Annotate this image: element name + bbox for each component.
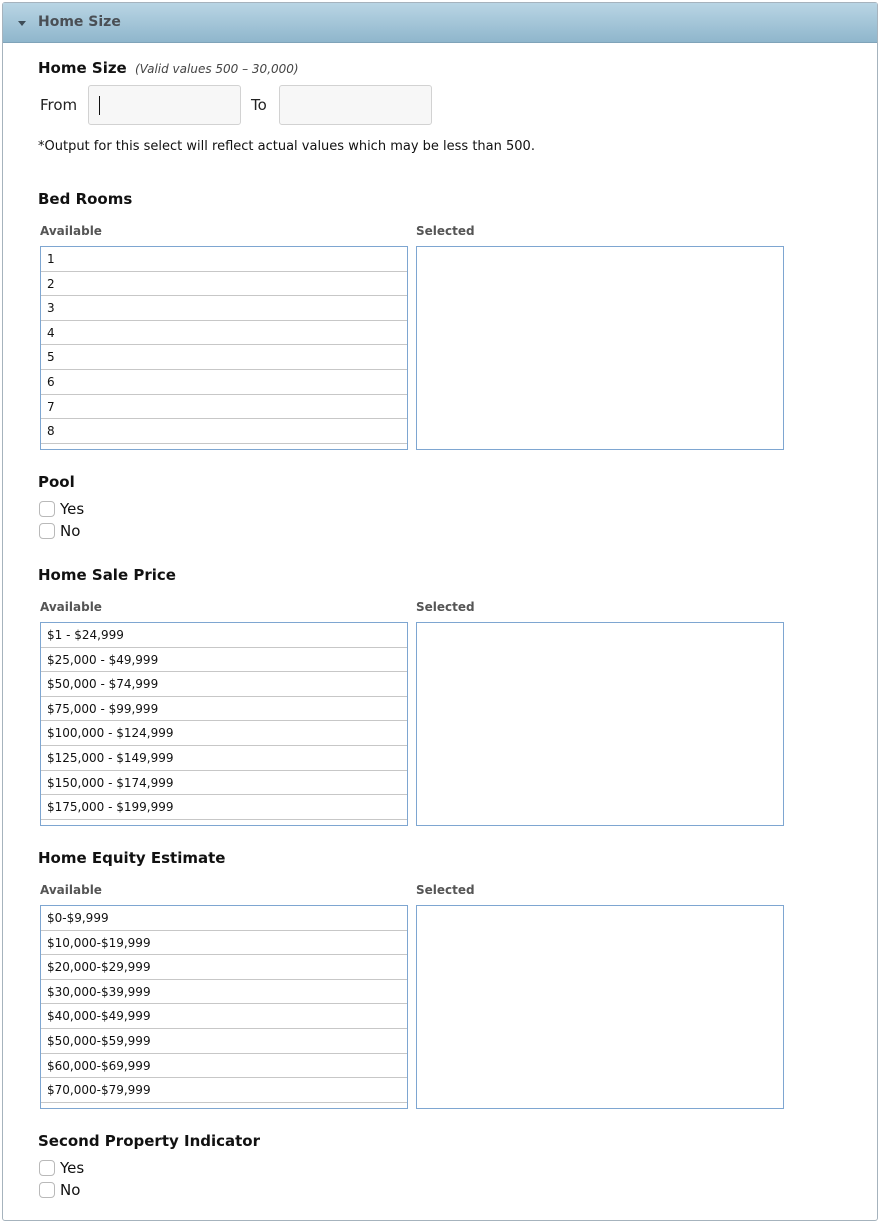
pool-no-checkbox[interactable] (39, 523, 55, 539)
bed-rooms-title: Bed Rooms (38, 190, 133, 208)
list-item[interactable]: $100,000 - $124,999 (41, 721, 407, 746)
bed-rooms-available-list[interactable] (40, 246, 408, 450)
bed-rooms-available-label: Available (40, 224, 102, 238)
pool-yes-option[interactable] (39, 500, 84, 518)
list-item[interactable]: 7 (41, 395, 407, 420)
panel-header[interactable] (3, 3, 877, 43)
bed-rooms-selected-label: Selected (416, 224, 475, 238)
list-item[interactable]: $0-$9,999 (41, 906, 407, 931)
equity-selected-label: Selected (416, 883, 475, 897)
home-size-to-input[interactable] (279, 85, 432, 125)
list-item[interactable]: $10,000-$19,999 (41, 931, 407, 956)
home-equity-title: Home Equity Estimate (38, 849, 226, 867)
list-item[interactable]: 3 (41, 296, 407, 321)
list-item[interactable]: $40,000-$49,999 (41, 1004, 407, 1029)
list-item[interactable]: $1 - $24,999 (41, 623, 407, 648)
second-property-yes-label[interactable]: Yes (60, 1159, 85, 1177)
list-item-partial[interactable] (41, 820, 407, 826)
to-label: To (251, 96, 267, 114)
list-item[interactable]: 5 (41, 345, 407, 370)
pool-title: Pool (38, 473, 75, 491)
pool-yes-label[interactable]: Yes (60, 500, 85, 518)
list-item-partial[interactable] (41, 1103, 407, 1109)
text-cursor (99, 96, 100, 115)
list-item[interactable]: $70,000-$79,999 (41, 1078, 407, 1103)
list-item[interactable]: $175,000 - $199,999 (41, 795, 407, 820)
second-property-no-option[interactable] (39, 1181, 80, 1199)
list-item[interactable]: $30,000-$39,999 (41, 980, 407, 1005)
panel-title: Home Size (38, 14, 121, 30)
list-item[interactable]: 6 (41, 370, 407, 395)
second-property-title: Second Property Indicator (38, 1132, 261, 1150)
list-item[interactable]: $125,000 - $149,999 (41, 746, 407, 771)
home-size-note: *Output for this select will reflect actual values which may be less than 500. (38, 139, 535, 154)
home-size-title: Home Size (38, 59, 127, 77)
list-item[interactable]: $75,000 - $99,999 (41, 697, 407, 722)
sale-price-selected-list[interactable] (416, 622, 784, 826)
second-property-no-checkbox[interactable] (39, 1182, 55, 1198)
second-property-yes-checkbox[interactable] (39, 1160, 55, 1176)
pool-yes-checkbox[interactable] (39, 501, 55, 517)
list-item[interactable]: $150,000 - $174,999 (41, 771, 407, 796)
list-item[interactable]: $50,000-$59,999 (41, 1029, 407, 1054)
list-item[interactable]: 8 (41, 419, 407, 444)
sale-price-selected-label: Selected (416, 600, 475, 614)
home-size-from-input[interactable] (88, 85, 241, 125)
from-label: From (40, 96, 78, 114)
pool-no-option[interactable] (39, 522, 80, 540)
equity-selected-list[interactable] (416, 905, 784, 1109)
list-item-partial[interactable] (41, 444, 407, 450)
list-item[interactable]: $50,000 - $74,999 (41, 672, 407, 697)
sale-price-available-label: Available (40, 600, 102, 614)
list-item[interactable]: $25,000 - $49,999 (41, 648, 407, 673)
second-property-yes-option[interactable] (39, 1159, 84, 1177)
list-item[interactable]: $60,000-$69,999 (41, 1054, 407, 1079)
second-property-no-label[interactable]: No (60, 1181, 81, 1199)
list-item[interactable]: 1 (41, 247, 407, 272)
home-size-hint: (Valid values 500 – 30,000) (134, 62, 299, 76)
equity-available-list[interactable] (40, 905, 408, 1109)
list-item[interactable]: $20,000-$29,999 (41, 955, 407, 980)
pool-no-label[interactable]: No (60, 522, 81, 540)
home-size-heading (38, 59, 299, 77)
home-sale-price-title: Home Sale Price (38, 566, 176, 584)
equity-available-label: Available (40, 883, 102, 897)
bed-rooms-selected-list[interactable] (416, 246, 784, 450)
sale-price-available-list[interactable] (40, 622, 408, 826)
list-item[interactable]: 2 (41, 272, 407, 297)
caret-down-icon[interactable] (18, 21, 26, 26)
list-item[interactable]: 4 (41, 321, 407, 346)
